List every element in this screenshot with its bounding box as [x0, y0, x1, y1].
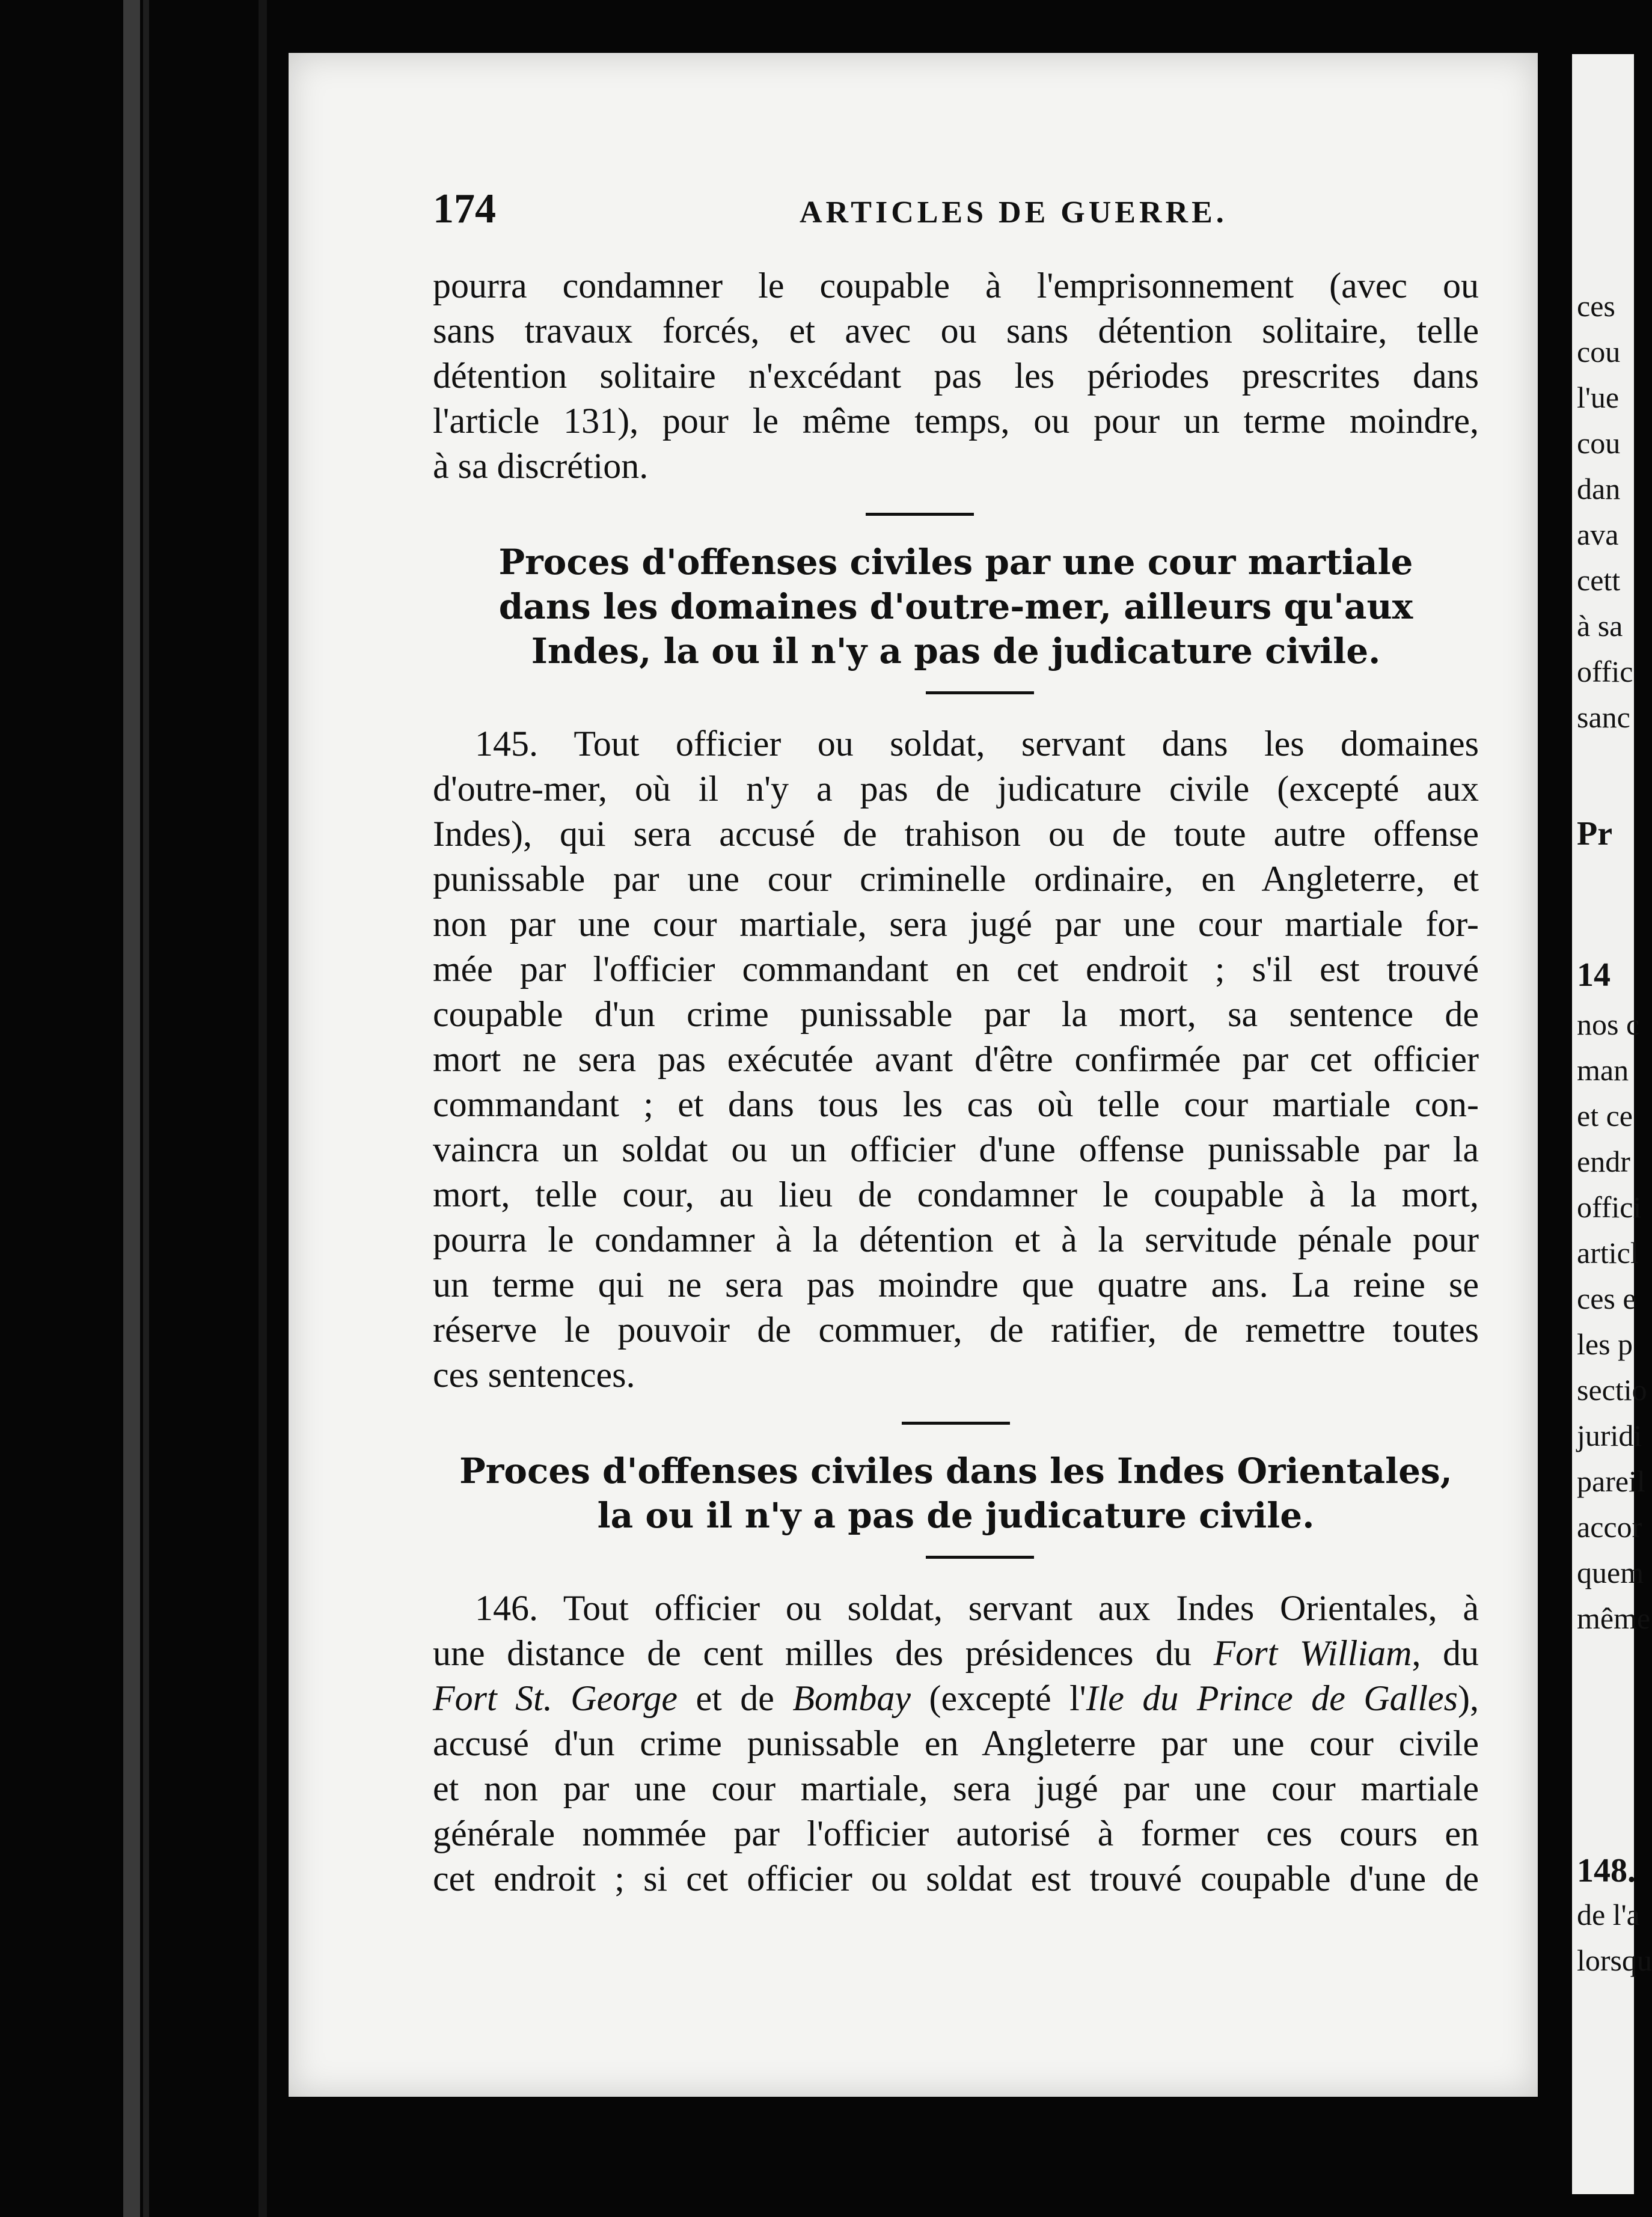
- section-rule: [902, 1422, 1010, 1425]
- book-page: [289, 53, 1538, 2097]
- binding-strip: [259, 0, 267, 2217]
- text-fragment: et ce: [1577, 1099, 1633, 1133]
- text-fragment: articl: [1577, 1236, 1639, 1270]
- text-line: détention solitaire n'excédant pas les périodes prescrites dans: [433, 356, 1479, 396]
- text-line: commandant ; et dans tous les cas où telle cour martiale con-: [433, 1084, 1479, 1124]
- text-fragment: cou: [1577, 335, 1621, 368]
- place-name: Bombay: [792, 1678, 911, 1718]
- text-line: cet endroit ; si cet officier ou soldat est trouvé coupable d'une de: [433, 1859, 1479, 1898]
- text-fragment: les p: [1577, 1327, 1633, 1361]
- adjacent-page-edge: [1572, 54, 1652, 2194]
- article-146: [433, 1586, 1479, 1901]
- place-name: Fort St. George: [433, 1678, 678, 1718]
- text-fragment: pareil: [1577, 1464, 1645, 1498]
- text-fragment: 14: [1577, 956, 1611, 994]
- heading-line: Proces d'offenses civiles par une cour martiale: [498, 542, 1413, 583]
- text-line: [433, 1631, 1479, 1676]
- text-line: vaincra un soldat ou un officier d'une offense punissable par la: [433, 1130, 1479, 1169]
- text-line: coupable d'un crime punissable par la mort, sa sentence de: [433, 994, 1479, 1034]
- text-line: 145. Tout officier ou soldat, servant dans les domaines: [475, 724, 1479, 763]
- text-fragment: même: [1577, 1601, 1651, 1635]
- text-line: et non par une cour martiale, sera jugé par une cour martiale: [433, 1769, 1479, 1808]
- heading-line: Indes, la ou il n'y a pas de judicature civile.: [531, 631, 1381, 671]
- text-fragment: juridi: [1577, 1419, 1642, 1452]
- section-heading: [433, 540, 1479, 673]
- text-line: [433, 1676, 1479, 1721]
- place-name: Fort William: [1213, 1633, 1412, 1673]
- text-line: générale nommée par l'officier autorisé à former ces cours en: [433, 1814, 1479, 1853]
- text-run: une distance de cent milles des présidences du: [433, 1633, 1214, 1673]
- text-fragment: offici: [1577, 1190, 1642, 1224]
- text-fragment: de l'a: [1577, 1898, 1640, 1931]
- text-run: et de: [678, 1678, 793, 1718]
- text-line: punissable par une cour criminelle ordinaire, en Angleterre, et: [433, 859, 1479, 899]
- text-line: pourra condamner le coupable à l'emprisonnement (avec ou: [433, 266, 1479, 305]
- text-run: ),: [1458, 1678, 1479, 1718]
- text-fragment: cou: [1577, 426, 1621, 460]
- text-fragment: lorsqu: [1577, 1943, 1652, 1977]
- heading-line: dans les domaines d'outre-mer, ailleurs qu'aux: [498, 586, 1413, 627]
- text-fragment: sectio: [1577, 1373, 1647, 1407]
- text-fragment: nos c: [1577, 1008, 1640, 1041]
- text-line: 146. Tout officier ou soldat, servant aux Indes Orientales, à: [475, 1588, 1479, 1628]
- text-fragment: quem: [1577, 1556, 1644, 1589]
- text-line: accusé d'un crime punissable en Angleterre par une cour civile: [433, 1723, 1479, 1763]
- running-head-title: ARTICLES DE GUERRE.: [800, 195, 1228, 230]
- page-content: [433, 185, 1479, 1901]
- text-line: réserve le pouvoir de commuer, de ratifier, de remettre toutes: [433, 1310, 1479, 1350]
- heading-line: Proces d'offenses civiles dans les Indes Orientales,: [459, 1451, 1452, 1491]
- text-line: un terme qui ne sera pas moindre que quatre ans. La reine se: [433, 1265, 1479, 1304]
- page-number: 174: [433, 186, 496, 232]
- section-heading: [433, 1449, 1479, 1538]
- section-rule: [866, 513, 974, 516]
- text-line: Indes), qui sera accusé de trahison ou de toute autre offense: [433, 814, 1479, 854]
- text-line: à sa discrétion.: [433, 446, 649, 486]
- text-line: sans travaux forcés, et avec ou sans détention solitaire, telle: [433, 311, 1479, 350]
- text-fragment: à sa: [1577, 609, 1623, 643]
- text-fragment: Pr: [1577, 815, 1613, 852]
- continued-paragraph: [433, 263, 1479, 489]
- text-fragment: dan: [1577, 472, 1621, 506]
- text-line: mée par l'officier commandant en cet endroit ; s'il est trouvé: [433, 949, 1479, 989]
- binding-strip: [123, 0, 140, 2217]
- text-line: mort ne sera pas exécutée avant d'être confirmée par cet officier: [433, 1039, 1479, 1079]
- text-fragment: cett: [1577, 563, 1621, 597]
- text-line: ces sentences.: [433, 1355, 635, 1395]
- text-fragment: ava: [1577, 518, 1619, 551]
- text-run: , du: [1412, 1633, 1479, 1673]
- text-run: (excepté l': [911, 1678, 1086, 1718]
- text-line: mort, telle cour, au lieu de condamner le coupable à la mort,: [433, 1175, 1479, 1214]
- text-fragment: 148.: [1577, 1852, 1636, 1889]
- text-fragment: man: [1577, 1053, 1629, 1087]
- text-line: l'article 131), pour le même temps, ou pour un terme moindre,: [433, 401, 1479, 441]
- article-145: [433, 721, 1479, 1398]
- text-line: non par une cour martiale, sera jugé par une cour martiale for-: [433, 904, 1479, 944]
- text-fragment: sanc: [1577, 700, 1630, 734]
- place-name: Ile du Prince de Galles: [1086, 1678, 1458, 1718]
- section-rule: [926, 1556, 1034, 1559]
- text-line: pourra le condamner à la détention et à la servitude pénale pour: [433, 1220, 1479, 1259]
- text-fragment: endr: [1577, 1145, 1630, 1178]
- text-fragment: offic: [1577, 655, 1633, 688]
- text-line: d'outre-mer, où il n'y a pas de judicature civile (excepté aux: [433, 769, 1479, 809]
- text-fragment: ces e: [1577, 1282, 1636, 1315]
- text-fragment: l'ue: [1577, 381, 1620, 414]
- running-head: [433, 185, 1479, 263]
- text-fragment: accor: [1577, 1510, 1642, 1544]
- text-fragment: ces: [1577, 289, 1615, 323]
- section-rule: [926, 691, 1034, 694]
- heading-line: la ou il n'y a pas de judicature civile.: [597, 1495, 1315, 1536]
- binding-strip: [143, 0, 149, 2217]
